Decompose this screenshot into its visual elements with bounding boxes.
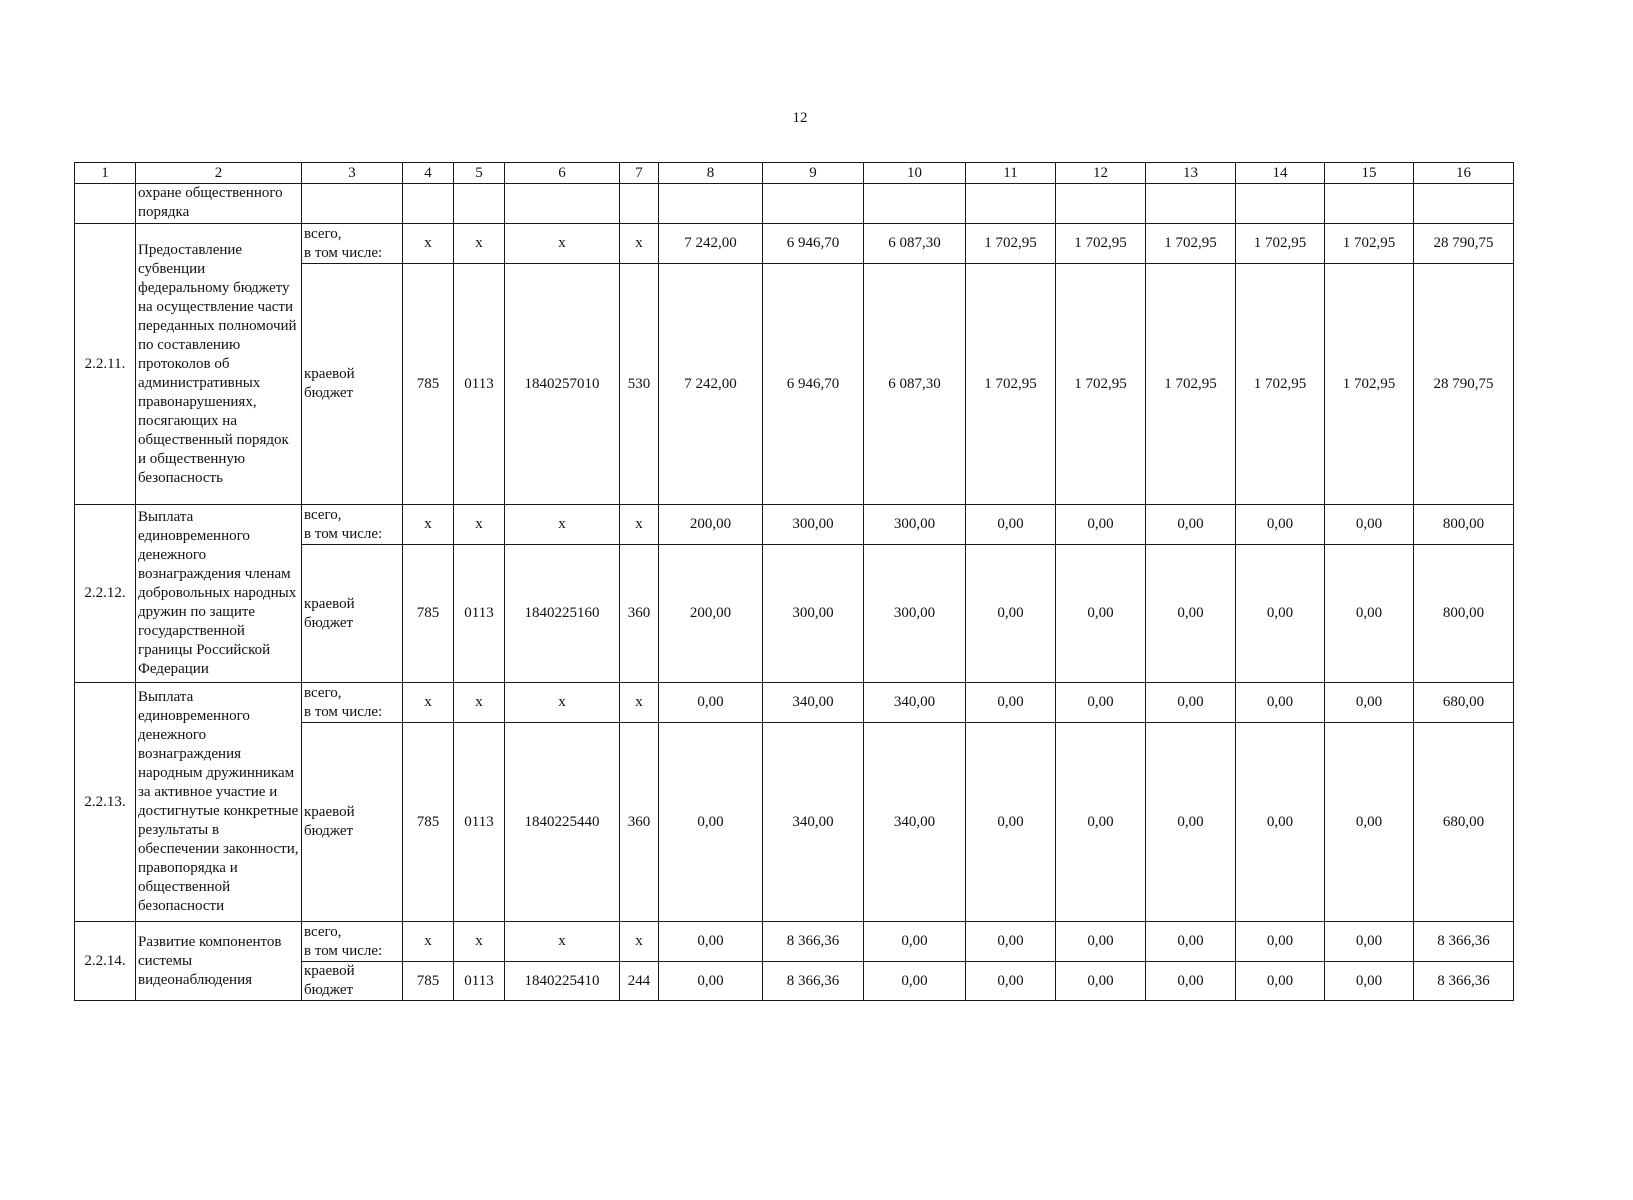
cell-9: 340,00: [763, 683, 864, 723]
cell-6: 1840257010: [505, 264, 620, 505]
funding-source: всего, в том числе:: [302, 922, 403, 962]
cell-11: 0,00: [966, 723, 1056, 922]
header-cell: 10: [864, 163, 966, 184]
cell-14: 0,00: [1236, 723, 1325, 922]
cell-5: x: [454, 922, 505, 962]
cell-14: 0,00: [1236, 683, 1325, 723]
cell-13: 0,00: [1146, 922, 1236, 962]
cell-6: x: [505, 922, 620, 962]
cell-16: 8 366,36: [1414, 922, 1514, 962]
cell-4: x: [403, 505, 454, 545]
header-cell: 12: [1056, 163, 1146, 184]
cell-13: 0,00: [1146, 505, 1236, 545]
cell-15: 1 702,95: [1325, 224, 1414, 264]
cell-7: 244: [620, 962, 659, 1001]
cell-9: 300,00: [763, 505, 864, 545]
cell-16: 680,00: [1414, 683, 1514, 723]
cell-11: 1 702,95: [966, 264, 1056, 505]
header-cell: 4: [403, 163, 454, 184]
header-cell: 16: [1414, 163, 1514, 184]
cell-12: 1 702,95: [1056, 224, 1146, 264]
cell-13: 0,00: [1146, 545, 1236, 683]
cell-7: x: [620, 922, 659, 962]
item-number: 2.2.13.: [75, 683, 136, 922]
item-number: 2.2.12.: [75, 505, 136, 683]
funding-source: краевой бюджет: [302, 545, 403, 683]
cell-16: 800,00: [1414, 505, 1514, 545]
funding-source: краевой бюджет: [302, 264, 403, 505]
cell-11: 1 702,95: [966, 224, 1056, 264]
cell-13: 1 702,95: [1146, 224, 1236, 264]
cell-9: 8 366,36: [763, 922, 864, 962]
cell-12: 0,00: [1056, 683, 1146, 723]
cell-9: 340,00: [763, 723, 864, 922]
cell-16: 8 366,36: [1414, 962, 1514, 1001]
cell-10: 6 087,30: [864, 224, 966, 264]
cell-14: 0,00: [1236, 505, 1325, 545]
cell-10: 300,00: [864, 545, 966, 683]
cell-8: 200,00: [659, 505, 763, 545]
item-number: 2.2.14.: [75, 922, 136, 1001]
cell-10: 340,00: [864, 723, 966, 922]
total-row: [75, 683, 1514, 723]
item-name: Выплата единовременного денежного вознаграждения членам добровольных народных дружин по защите государственной границы Российской Федерации: [136, 505, 302, 683]
cell-11: 0,00: [966, 962, 1056, 1001]
cell-12: 0,00: [1056, 962, 1146, 1001]
cell-7: 360: [620, 545, 659, 683]
cell-6: x: [505, 683, 620, 723]
cell-7: 530: [620, 264, 659, 505]
cell-11: 0,00: [966, 683, 1056, 723]
cell-8: 0,00: [659, 962, 763, 1001]
cell-5: 0113: [454, 264, 505, 505]
page-number: 12: [792, 110, 808, 126]
cell-8: 0,00: [659, 922, 763, 962]
header-cell: 8: [659, 163, 763, 184]
cell-15: 0,00: [1325, 922, 1414, 962]
cell-13: 0,00: [1146, 683, 1236, 723]
cell-12: 0,00: [1056, 505, 1146, 545]
cell-10: 0,00: [864, 962, 966, 1001]
funding-source: всего, в том числе:: [302, 505, 403, 545]
cell-4: 785: [403, 545, 454, 683]
cell-4: 785: [403, 723, 454, 922]
header-cell: 7: [620, 163, 659, 184]
item-name: Предоставление субвенции федеральному бюджету на осуществление части переданных полномочий по составлению протоколов об административных правонарушениях, посягающих на общественный порядок и общественную безопасность: [136, 224, 302, 505]
cell-16: 800,00: [1414, 545, 1514, 683]
cell-13: 1 702,95: [1146, 264, 1236, 505]
header-row: [75, 163, 1514, 184]
cell-8: 7 242,00: [659, 224, 763, 264]
cell-6: 1840225160: [505, 545, 620, 683]
cell-14: 0,00: [1236, 962, 1325, 1001]
cell-10: 0,00: [864, 922, 966, 962]
cell-9: 6 946,70: [763, 224, 864, 264]
cell-14: 1 702,95: [1236, 224, 1325, 264]
cell-4: 785: [403, 962, 454, 1001]
header-cell: 15: [1325, 163, 1414, 184]
funding-source: краевой бюджет: [302, 962, 403, 1001]
cell-16: 28 790,75: [1414, 224, 1514, 264]
cell-6: x: [505, 505, 620, 545]
cell-15: 0,00: [1325, 962, 1414, 1001]
header-cell: 2: [136, 163, 302, 184]
cell-4: x: [403, 224, 454, 264]
cell-15: 0,00: [1325, 683, 1414, 723]
cell-13: 0,00: [1146, 723, 1236, 922]
cell-12: 0,00: [1056, 545, 1146, 683]
cell-7: x: [620, 505, 659, 545]
cell-7: x: [620, 224, 659, 264]
cell-14: 1 702,95: [1236, 264, 1325, 505]
cell-15: 0,00: [1325, 545, 1414, 683]
continuation-text: охране общественного порядка: [136, 184, 302, 224]
cell-15: 0,00: [1325, 505, 1414, 545]
cell-5: 0113: [454, 962, 505, 1001]
cell-6: 1840225440: [505, 723, 620, 922]
funding-source: всего, в том числе:: [302, 683, 403, 723]
cell-16: 28 790,75: [1414, 264, 1514, 505]
cell-5: 0113: [454, 545, 505, 683]
cell-9: 300,00: [763, 545, 864, 683]
cell-13: 0,00: [1146, 962, 1236, 1001]
cell-8: 0,00: [659, 683, 763, 723]
cell-4: 785: [403, 264, 454, 505]
budget-table: [74, 162, 1514, 1001]
cell-7: 360: [620, 723, 659, 922]
header-cell: 5: [454, 163, 505, 184]
cell-10: 340,00: [864, 683, 966, 723]
cell-6: 1840225410: [505, 962, 620, 1001]
funding-source: краевой бюджет: [302, 723, 403, 922]
cell-12: 0,00: [1056, 723, 1146, 922]
cell-6: x: [505, 224, 620, 264]
header-cell: 9: [763, 163, 864, 184]
cell-14: 0,00: [1236, 545, 1325, 683]
total-row: [75, 505, 1514, 545]
cell-11: 0,00: [966, 505, 1056, 545]
funding-source: всего, в том числе:: [302, 224, 403, 264]
item-number: 2.2.11.: [75, 224, 136, 505]
cell-5: 0113: [454, 723, 505, 922]
cell-9: 6 946,70: [763, 264, 864, 505]
cell-8: 200,00: [659, 545, 763, 683]
continuation-row: [75, 184, 1514, 224]
cell-4: x: [403, 683, 454, 723]
total-row: [75, 922, 1514, 962]
header-cell: 13: [1146, 163, 1236, 184]
item-name: Развитие компонентов системы видеонаблюдения: [136, 922, 302, 1001]
cell-11: 0,00: [966, 922, 1056, 962]
total-row: [75, 224, 1514, 264]
cell-5: x: [454, 683, 505, 723]
header-cell: 11: [966, 163, 1056, 184]
cell-9: 8 366,36: [763, 962, 864, 1001]
cell-15: 0,00: [1325, 723, 1414, 922]
cell-8: 7 242,00: [659, 264, 763, 505]
cell-7: x: [620, 683, 659, 723]
header-cell: 14: [1236, 163, 1325, 184]
groups-body: [75, 224, 1514, 1001]
cell-12: 0,00: [1056, 922, 1146, 962]
cell-11: 0,00: [966, 545, 1056, 683]
cell-5: x: [454, 224, 505, 264]
cell-15: 1 702,95: [1325, 264, 1414, 505]
cell-10: 6 087,30: [864, 264, 966, 505]
cell-8: 0,00: [659, 723, 763, 922]
cell-12: 1 702,95: [1056, 264, 1146, 505]
header-cell: 6: [505, 163, 620, 184]
header-cell: 1: [75, 163, 136, 184]
cell-14: 0,00: [1236, 922, 1325, 962]
cell-16: 680,00: [1414, 723, 1514, 922]
cell-4: x: [403, 922, 454, 962]
cell-5: x: [454, 505, 505, 545]
header-cell: 3: [302, 163, 403, 184]
item-name: Выплата единовременного денежного вознаграждения народным дружинникам за активное участие и достигнутые конкретные результаты в обеспечении законности, правопорядка и общественной безопасности: [136, 683, 302, 922]
cell-10: 300,00: [864, 505, 966, 545]
